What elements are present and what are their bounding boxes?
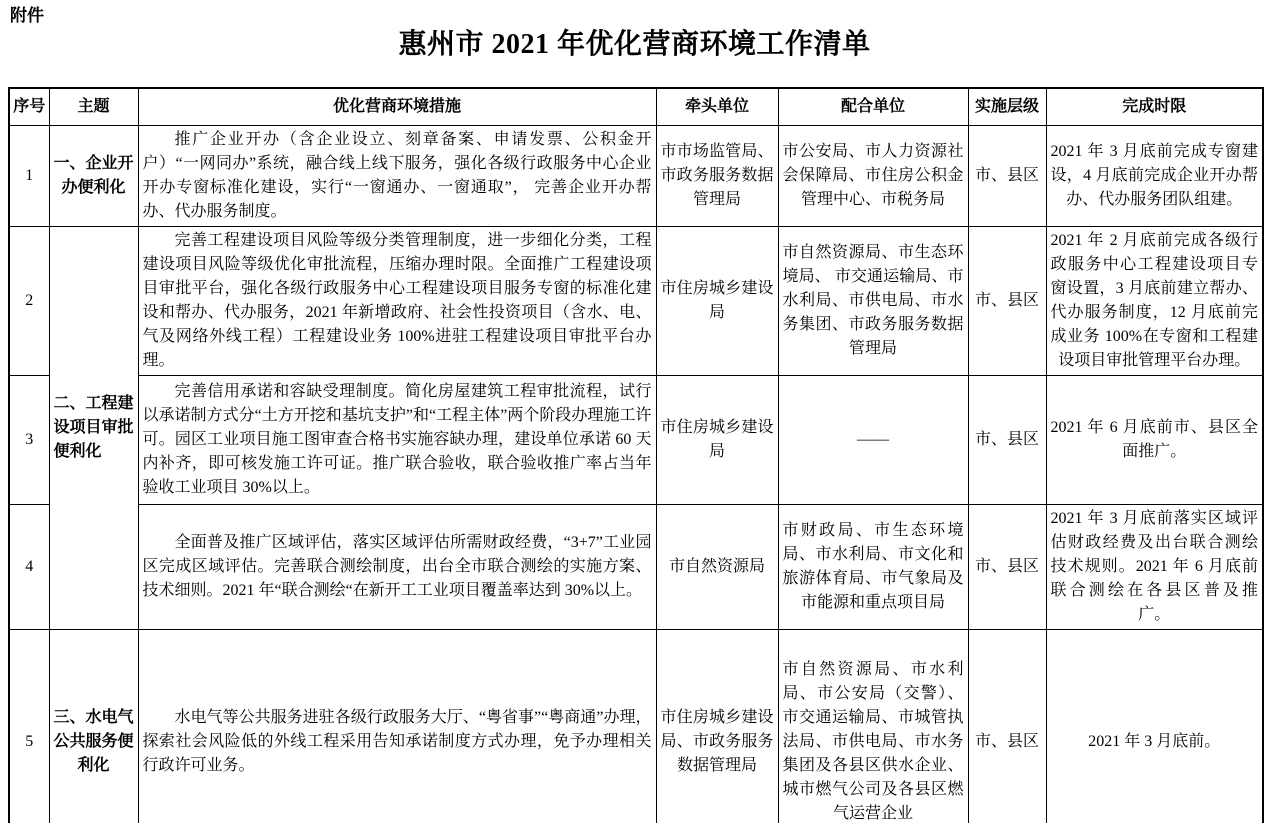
lead-unit-cell: 市住房城乡建设局、市政务服务数据管理局 — [656, 629, 778, 823]
col-header-level: 实施层级 — [968, 88, 1046, 125]
table-row — [9, 375, 1263, 504]
level-cell: 市、县区 — [968, 504, 1046, 629]
seq-cell: 4 — [9, 504, 49, 629]
measure-cell: 水电气等公共服务进驻各级行政服务大厅、“粤省事”“粤商通”办理，探索社会风险低的外线工程采用告知承诺制度方式办理，免予办理相关行政许可业务。 — [138, 629, 656, 823]
col-header-seq: 序号 — [9, 88, 49, 125]
lead-unit-cell: 市自然资源局 — [656, 504, 778, 629]
theme-cell-merged: 二、工程建设项目审批便利化 — [49, 226, 138, 629]
support-units-cell: 市自然资源局、市生态环境局、 市交通运输局、市水利局、市供电局、市水务集团、市政务服务数据管理局 — [778, 226, 968, 375]
support-units-cell: —— — [778, 375, 968, 504]
seq-cell: 5 — [9, 629, 49, 823]
level-cell: 市、县区 — [968, 125, 1046, 226]
work-list-table — [8, 87, 1264, 823]
attachment-label: 附件 — [10, 6, 44, 25]
table-row — [9, 629, 1263, 823]
deadline-cell: 2021 年 6 月底前市、县区全面推广。 — [1046, 375, 1263, 504]
lead-unit-cell: 市住房城乡建设局 — [656, 226, 778, 375]
table-row — [9, 226, 1263, 375]
table-header-row — [9, 88, 1263, 125]
lead-unit-cell: 市市场监管局、市政务服务数据管理局 — [656, 125, 778, 226]
measure-cell: 全面普及推广区域评估，落实区域评估所需财政经费，“3+7”工业园区完成区域评估。完善联合测绘制度，出台全市联合测绘的实施方案、技术细则。2021 年“联合测绘“在新开工工业项目覆盖率达到 30%以上。 — [138, 504, 656, 629]
col-header-theme: 主题 — [49, 88, 138, 125]
support-units-cell: 市财政局、市生态环境局、市水利局、市文化和旅游体育局、市气象局及市能源和重点项目局 — [778, 504, 968, 629]
col-header-measure: 优化营商环境措施 — [138, 88, 656, 125]
level-cell: 市、县区 — [968, 629, 1046, 823]
col-header-support-units: 配合单位 — [778, 88, 968, 125]
seq-cell: 2 — [9, 226, 49, 375]
seq-cell: 3 — [9, 375, 49, 504]
deadline-cell: 2021 年 2 月底前完成各级行政服务中心工程建设项目专窗设置，3 月底前建立帮办、代办服务制度，12 月底前完成业务 100%在专窗和工程建设项目审批管理平台办理。 — [1046, 226, 1263, 375]
col-header-deadline: 完成时限 — [1046, 88, 1263, 125]
measure-cell: 完善工程建设项目风险等级分类管理制度，进一步细化分类，工程建设项目风险等级优化审批流程，压缩办理时限。全面推广工程建设项目审批平台，强化各级行政服务中心工程建设项目服务专窗的标准化建设和帮办、代办服务，2021 年新增政府、社会性投资项目（含水、电、气及网络外线工程）工程建设业务 100%进驻工程建设项目审批平台办理。 — [138, 226, 656, 375]
seq-cell: 1 — [9, 125, 49, 226]
lead-unit-cell: 市住房城乡建设局 — [656, 375, 778, 504]
page-title: 惠州市 2021 年优化营商环境工作清单 — [398, 29, 871, 60]
measure-cell: 完善信用承诺和容缺受理制度。简化房屋建筑工程审批流程，试行以承诺制方式分“土方开挖和基坑支护”和“工程主体”两个阶段办理施工许可。园区工业项目施工图审查合格书实施容缺办理，建设单位承诺 60 天内补齐，即可核发施工许可证。推广联合验收，联合验收推广率占当年验收工业项目 30%以上。 — [138, 375, 656, 504]
theme-cell: 三、水电气公共服务便利化 — [49, 629, 138, 823]
col-header-lead-unit: 牵头单位 — [656, 88, 778, 125]
deadline-cell: 2021 年 3 月底前。 — [1046, 629, 1263, 823]
measure-cell: 推广企业开办（含企业设立、刻章备案、申请发票、公积金开户）“一网同办”系统，融合线上线下服务，强化各级行政服务中心企业开办专窗标准化建设，实行“一窗通办、一窗通取”， 完善企业开办帮办、代办服务制度。 — [138, 125, 656, 226]
table-row — [9, 504, 1263, 629]
level-cell: 市、县区 — [968, 375, 1046, 504]
deadline-cell: 2021 年 3 月底前完成专窗建设，4 月底前完成企业开办帮办、代办服务团队组建。 — [1046, 125, 1263, 226]
support-units-cell: 市公安局、市人力资源社会保障局、市住房公积金管理中心、市税务局 — [778, 125, 968, 226]
deadline-cell: 2021 年 3 月底前落实区域评估财政经费及出台联合测绘技术规则。2021 年 6 月底前联合测绘在各县区普及推广。 — [1046, 504, 1263, 629]
level-cell: 市、县区 — [968, 226, 1046, 375]
support-units-cell: 市自然资源局、市水利局、市公安局（交警）、市交通运输局、市城管执法局、市供电局、市水务集团及各县区供水企业、城市燃气公司及各县区燃气运营企业 — [778, 629, 968, 823]
theme-cell: 一、企业开办便利化 — [49, 125, 138, 226]
table-row — [9, 125, 1263, 226]
